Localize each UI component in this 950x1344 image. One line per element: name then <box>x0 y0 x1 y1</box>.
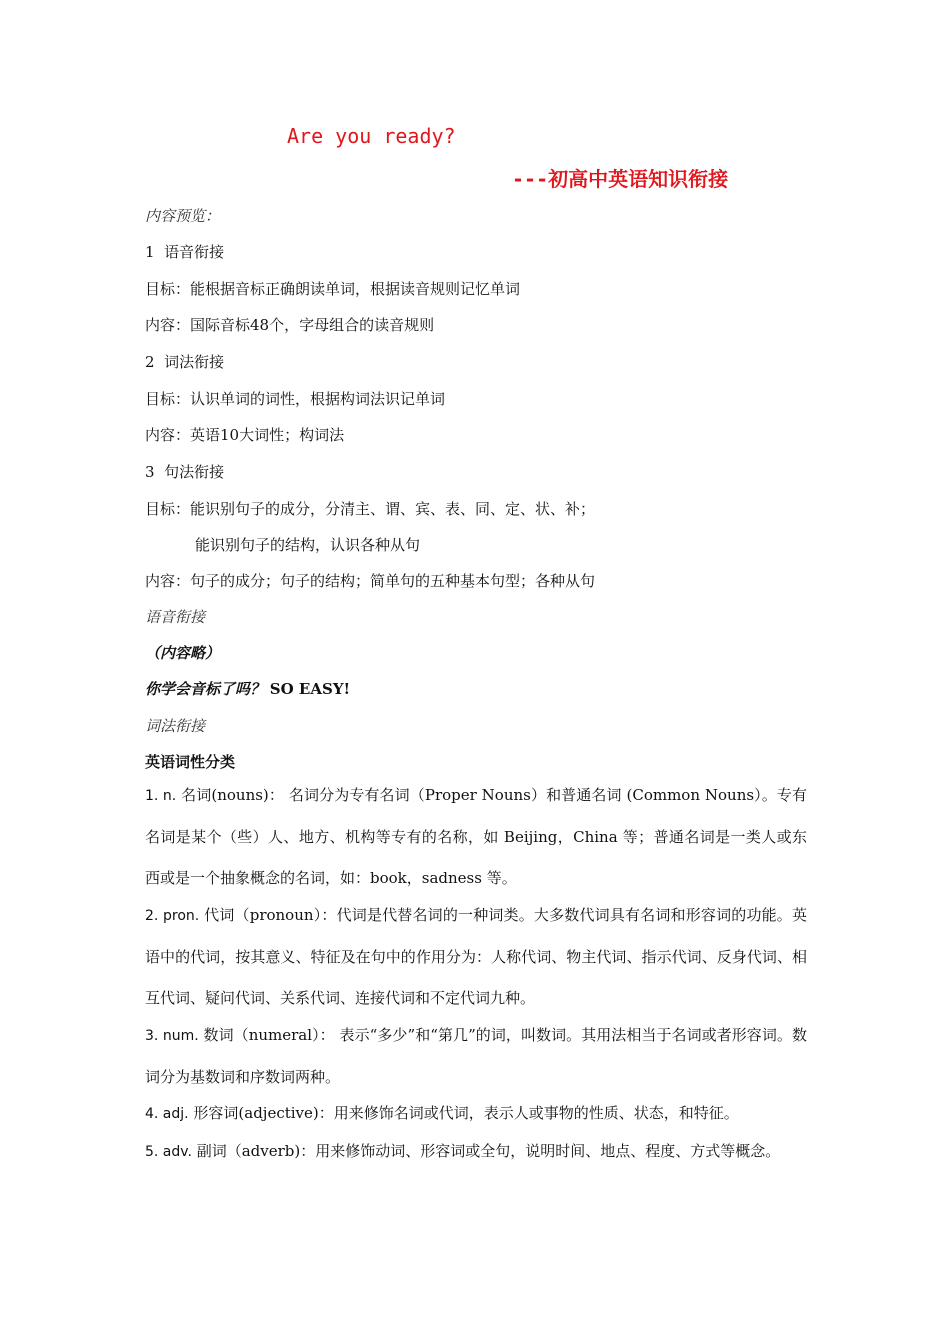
phonetics-question: 你学会音标了吗？ SO EASY! <box>145 680 351 698</box>
pos-heading: 英语词性分类 <box>145 753 236 771</box>
section-1-title: 1 语音衔接 <box>145 243 225 261</box>
phonetics-omitted: （内容略） <box>145 644 221 662</box>
phonetics-heading: 语音衔接 <box>145 608 206 626</box>
section-1-content: 内容：国际音标48个，字母组合的读音规则 <box>145 316 435 334</box>
preview-heading: 内容预览： <box>145 207 221 225</box>
doc-subtitle <box>512 163 728 192</box>
subtitle-dash: --- <box>512 167 549 191</box>
section-3-goal-continued: 能识别句子的结构，认识各种从句 <box>195 536 421 554</box>
section-2-content: 内容：英语10大词性；构词法 <box>145 426 345 444</box>
section-3-title: 3 句法衔接 <box>145 463 225 481</box>
pos-item-numeral: 3. num. 数词（numeral）： 表示“多少”和“第几”的词，叫数词。其用法相当于名词或者形容词。数词分为基数词和序数词两种。 <box>145 1026 807 1086</box>
doc-title: Are you ready? <box>287 124 456 148</box>
section-2-title: 2 词法衔接 <box>145 353 225 371</box>
section-3-content: 内容：句子的成分；句子的结构；简单句的五种基本句型；各种从句 <box>145 572 596 590</box>
pos-item-noun: 1. n. 名词(nouns)： 名词分为专有名词（Proper Nouns）和普通名词 (Common Nouns）。专有名词是某个（些）人、地方、机构等专有的名称，如 Beijing，China 等；普通名词是一类人或东西或是一个抽象概念的名词，如：book，sadness 等。 <box>145 786 807 887</box>
section-3-goal: 目标：能识别句子的成分，分清主、谓、宾、表、同、定、状、补； <box>145 500 596 518</box>
morphology-heading: 词法衔接 <box>145 717 206 735</box>
pos-item-adverb: 5. adv. 副词（adverb)：用来修饰动词、形容词或全句，说明时间、地点、程度、方式等概念。 <box>145 1142 781 1160</box>
section-1-goal: 目标：能根据音标正确朗读单词，根据读音规则记忆单词 <box>145 280 521 298</box>
pos-item-pronoun: 2. pron. 代词（pronoun）：代词是代替名词的一种词类。大多数代词具有名词和形容词的功能。英语中的代词，按其意义、特征及在句中的作用分为：人称代词、物主代词、指示代词、反身代词、相互代词、疑问代词、关系代词、连接代词和不定代词九种。 <box>145 906 807 1007</box>
pos-item-adjective: 4. adj. 形容词(adjective)：用来修饰名词或代词，表示人或事物的性质、状态，和特征。 <box>145 1104 739 1122</box>
subtitle-text: 初高中英语知识衔接 <box>548 167 729 191</box>
section-2-goal: 目标：认识单词的词性，根据构词法识记单词 <box>145 390 446 408</box>
